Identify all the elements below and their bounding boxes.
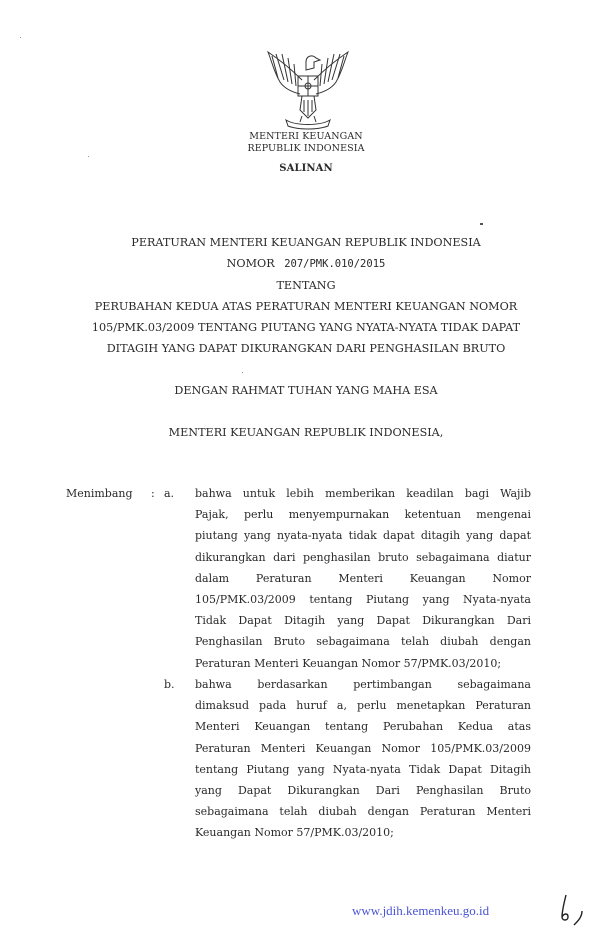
line: Peraturan Menteri Keuangan Nomor 57/PMK.03/2010; [195,656,502,670]
invocation: DENGAN RAHMAT TUHAN YANG MAHA ESA [174,384,438,397]
garuda-emblem-icon [262,40,354,136]
line: yang Dapat Dikurangkan Dari Penghasilan Bruto [195,783,531,797]
regulation-number [0,257,612,270]
menimbang-colon: : [151,487,155,500]
item-b-marker: b. [164,678,175,691]
scan-speck [88,156,89,157]
line: Tidak Dapat Ditagih yang Dapat Dikurangkan Dari [195,614,531,628]
page-mark-handwritten [552,893,592,931]
copy-label: SALINAN [279,163,333,174]
tentang-label: TENTANG [276,279,336,292]
consideration-a [195,483,531,674]
subject-line-2: 105/PMK.03/2009 TENTANG PIUTANG YANG NYATA-NYATA TIDAK DAPAT [91,321,521,334]
line: bahwa untuk lebih memberikan keadilan bagi Wajib [195,487,531,500]
consideration-b [195,674,531,844]
scan-speck [20,37,21,38]
line: dalam Peraturan Menteri Keuangan Nomor [195,571,531,585]
item-a-marker: a. [164,487,175,500]
line: Penghasilan Bruto sebagaimana telah diubah dengan [195,635,531,649]
line: Menteri Keuangan tentang Perubahan Kedua atas [195,720,531,734]
scan-speck [242,372,243,373]
authority: MENTERI KEUANGAN REPUBLIK INDONESIA, [168,426,444,439]
scan-speck [480,223,483,225]
line: Keuangan Nomor 57/PMK.03/2010; [195,826,394,840]
subject-line-1: PERUBAHAN KEDUA ATAS PERATURAN MENTERI KEUANGAN NOMOR [94,300,518,313]
ministry-line-1: MENTERI KEUANGAN [249,131,363,142]
nomor-label: NOMOR [226,257,275,270]
line: sebagaimana telah diubah dengan Peraturan Menteri [195,805,531,819]
subject-line-3: DITAGIH YANG DAPAT DIKURANGKAN DARI PENGHASILAN BRUTO [106,342,506,355]
line: 105/PMK.03/2009 tentang Piutang yang Nyata-nyata [195,592,531,606]
menimbang-label: Menimbang [66,487,133,500]
line: dimaksud pada huruf a, perlu menetapkan Peraturan [195,699,531,713]
jdih-link[interactable]: www.jdih.kemenkeu.go.id [352,903,490,918]
nomor-value: 207/PMK.010/2015 [284,258,386,270]
line: tentang Piutang yang Nyata-nyata Tidak Dapat Ditagih [195,762,531,776]
line: Peraturan Menteri Keuangan Nomor 105/PMK.03/2009 [195,741,531,755]
ministry-line-2: REPUBLIK INDONESIA [247,143,365,154]
line: dikurangkan dari penghasilan bruto sebagaimana diatur [195,550,531,564]
line: piutang yang nyata-nyata tidak dapat ditagih yang dapat [195,529,531,543]
regulation-title: PERATURAN MENTERI KEUANGAN REPUBLIK INDONESIA [131,236,481,249]
line: bahwa berdasarkan pertimbangan sebagaimana [195,678,531,691]
line: Pajak, perlu menyempurnakan ketentuan mengenai [195,508,531,522]
